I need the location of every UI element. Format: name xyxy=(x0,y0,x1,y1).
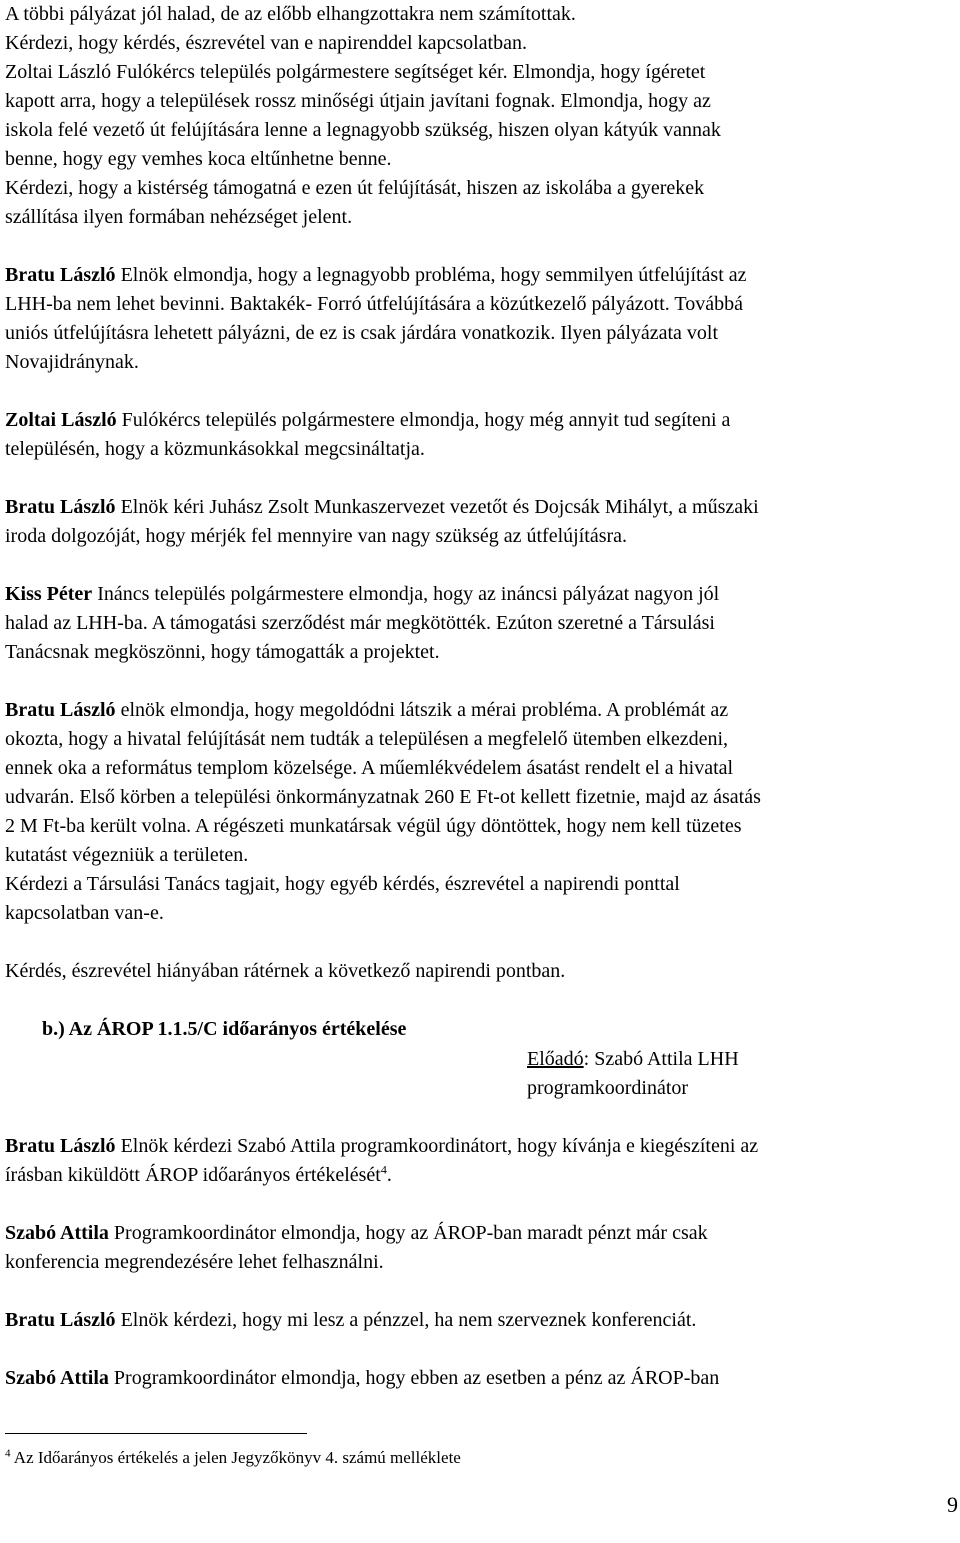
presenter-label: Előadó xyxy=(527,1048,584,1070)
paragraph-kiss xyxy=(5,580,960,667)
paragraph-szabo-1 xyxy=(5,1219,960,1277)
speaker-name: Zoltai László xyxy=(5,409,117,431)
text-line: A többi pályázat jól halad, de az előbb elhangzottakra nem számítottak. xyxy=(5,3,576,25)
footnote-mark: 4 xyxy=(5,1447,11,1460)
paragraph-bratu-5 xyxy=(5,1306,960,1335)
presenter-role: programkoordinátor xyxy=(527,1077,689,1099)
speaker-name: Szabó Attila xyxy=(5,1222,109,1244)
footnote-reference: 4 xyxy=(380,1162,387,1177)
text-line: iskola felé vezető út felújítására lenne a legnagyobb szükség, hiszen olyan kátyúk vannak xyxy=(5,119,721,141)
text-line: halad az LHH-ba. A támogatási szerződést már megkötötték. Ezúton szeretné a Társulási xyxy=(5,612,715,634)
text-line: településén, hogy a közmunkásokkal megcsináltatja. xyxy=(5,438,425,460)
text-line: Kérdés, észrevétel hiányában rátérnek a következő napirendi pontban. xyxy=(5,960,566,982)
text-line: Tanácsnak megköszönni, hogy támogatták a projektet. xyxy=(5,641,440,663)
speaker-name: Bratu László xyxy=(5,699,116,721)
text-line: Elnök kérdezi Szabó Attila programkoordinátort, hogy kívánja e kiegészíteni az xyxy=(115,1135,759,1157)
speaker-name: Bratu László xyxy=(5,264,116,286)
text-line: ennek oka a református templom közelsége. A műemlékvédelem ásatást rendelt el a hivatal xyxy=(5,757,734,779)
text-line: Elnök kérdezi, hogy mi lesz a pénzzel, ha nem szerveznek konferenciát. xyxy=(115,1309,697,1331)
text-line: Elnök elmondja, hogy a legnagyobb probléma, hogy semmilyen útfelújítást az xyxy=(115,264,747,286)
text-line: konferencia megrendezésére lehet felhasználni. xyxy=(5,1251,384,1273)
text-line: 2 M Ft-ba került volna. A régészeti munkatársak végül úgy döntöttek, hogy nem kell tüzetes xyxy=(5,815,742,837)
speaker-name: Bratu László xyxy=(5,496,116,518)
footnote xyxy=(5,1447,461,1469)
text-line: benne, hogy egy vemhes koca eltűnhetne benne. xyxy=(5,148,392,170)
text-line: Programkoordinátor elmondja, hogy ebben az esetben a pénz az ÁROP-ban xyxy=(108,1367,720,1389)
text-line: kapcsolatban van-e. xyxy=(5,902,164,924)
agenda-heading-row xyxy=(5,1015,960,1045)
text-line: Novajidránynak. xyxy=(5,351,139,373)
agenda-item-heading: b.) Az ÁROP 1.1.5/C időarányos értékelése xyxy=(42,1018,407,1040)
text-line: iroda dolgozóját, hogy mérjék fel mennyire van nagy szükség az útfelújításra. xyxy=(5,525,628,547)
speaker-name: Bratu László xyxy=(5,1135,116,1157)
speaker-name: Szabó Attila xyxy=(5,1367,109,1389)
text-line: udvarán. Első körben a települési önkormányzatnak 260 E Ft-ot kellett fizetnie, majd az ásatás xyxy=(5,786,761,808)
document-page xyxy=(5,0,960,1393)
paragraph-szabo-2 xyxy=(5,1364,960,1393)
text-line: Kérdezi a Társulási Tanács tagjait, hogy egyéb kérdés, észrevétel a napirendi ponttal xyxy=(5,873,680,895)
speaker-name: Kiss Péter xyxy=(5,583,93,605)
text-line: Programkoordinátor elmondja, hogy az ÁROP-ban maradt pénzt már csak xyxy=(108,1222,708,1244)
paragraph-bratu-1 xyxy=(5,261,960,377)
paragraph-bratu-4 xyxy=(5,1132,960,1190)
text-line: Elnök kéri Juhász Zsolt Munkaszervezet vezetőt és Dojcsák Mihályt, a műszaki xyxy=(115,496,759,518)
paragraph-zoltai xyxy=(5,406,960,464)
text-line: uniós útfelújításra lehetett pályázni, de ez is csak járdára vonatkozik. Ilyen pályázata volt xyxy=(5,322,719,344)
paragraph-bratu-2 xyxy=(5,493,960,551)
footnote-separator xyxy=(5,1433,307,1434)
text-line: szállítása ilyen formában nehézséget jelent. xyxy=(5,206,353,228)
text-line: írásban kiküldött ÁROP időarányos értékelését xyxy=(5,1164,381,1186)
text-line: kapott arra, hogy a települések rossz minőségi útjain javítani fognak. Elmondja, hogy az xyxy=(5,90,711,112)
speaker-name: Bratu László xyxy=(5,1309,116,1331)
text-line: elnök elmondja, hogy megoldódni látszik a mérai probléma. A problémát az xyxy=(115,699,729,721)
text-line: Zoltai László Fulókércs település polgármestere segítséget kér. Elmondja, hogy ígéretet xyxy=(5,61,706,83)
footnote-text: Az Időarányos értékelés a jelen Jegyzőkönyv 4. számú melléklete xyxy=(10,1448,461,1467)
text-line: Fulókércs település polgármestere elmondja, hogy még annyit tud segíteni a xyxy=(116,409,731,431)
text-line: Ináncs település polgármestere elmondja, hogy az ináncsi pályázat nagyon jól xyxy=(92,583,720,605)
text-line: okozta, hogy a hivatal felújítását nem tudták a településen a megfelelő ütemben elkezdeni, xyxy=(5,728,729,750)
text-punctuation: . xyxy=(386,1164,392,1186)
text-line: Kérdezi, hogy kérdés, észrevétel van e napirenddel kapcsolatban. xyxy=(5,32,527,54)
text-line: LHH-ba nem lehet bevinni. Baktakék- Forró útfelújítására a közútkezelő pályázott. Továbbá xyxy=(5,293,743,315)
text-line: kutatást végezniük a területen. xyxy=(5,844,249,866)
text-line: Kérdezi, hogy a kistérség támogatná e ezen út felújítását, hiszen az iskolába a gyerekek xyxy=(5,177,705,199)
paragraph-intro xyxy=(5,0,960,232)
page-number: 9 xyxy=(947,1492,958,1517)
paragraph-transition xyxy=(5,957,960,986)
paragraph-bratu-3 xyxy=(5,696,960,928)
presenter-name: : Szabó Attila LHH xyxy=(583,1048,739,1070)
presenter-block xyxy=(527,1045,960,1103)
